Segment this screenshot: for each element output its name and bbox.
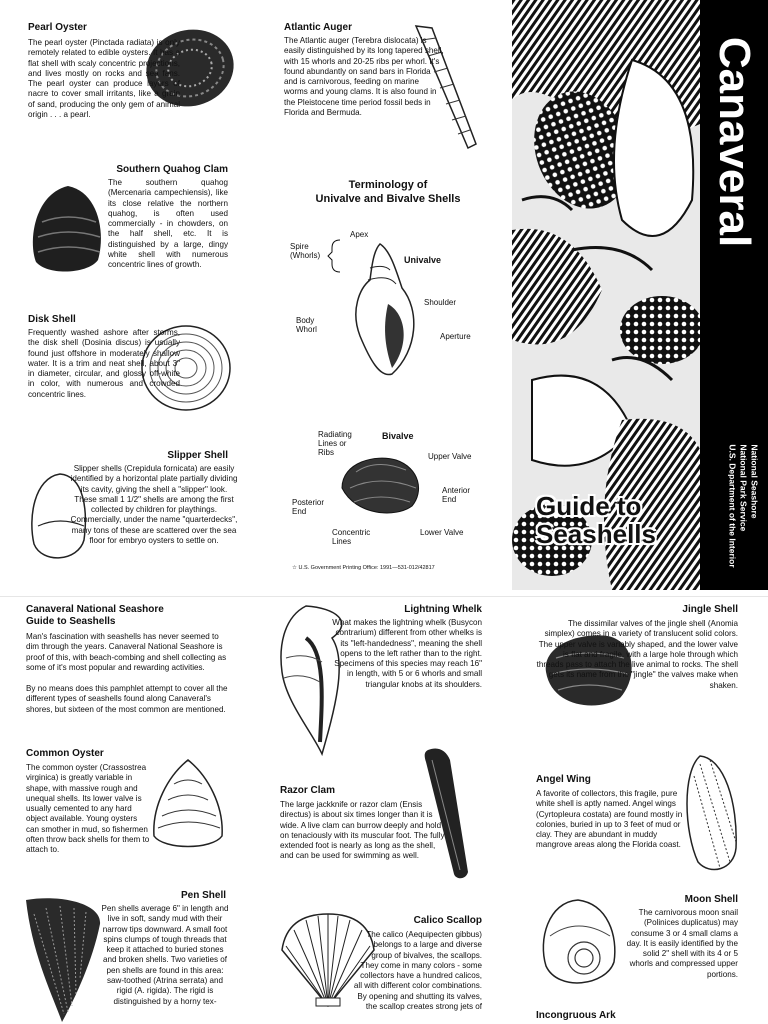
label-aperture: Aperture [440,332,471,341]
label-apex: Apex [350,230,369,239]
disk-shell-text: Frequently washed ashore after storms, the disk shell (Dosinia discus) is usually found just offshore in moderately shallow water. It is a trim and neat shell, about 3" in diameter, circular, and glossy off-white in color, with numerous and crowded concentric lines. [28,328,180,399]
label-posterior-line1: Posterior [292,498,325,507]
label-radiating-line2: Lines or [318,439,347,448]
label-univalve: Univalve [404,255,442,265]
cover-agency-line2: National Park Service [738,444,749,532]
terminology-heading [296,178,480,206]
terminology-heading-line2: Univalve and Bivalve Shells [315,193,461,205]
cover-agency [727,444,760,567]
intro-title-line1: Canaveral National Seashore [26,604,164,615]
label-spire-line2: (Whorls) [290,251,321,260]
cover-guide-title [536,492,656,548]
atlantic-auger-title: Atlantic Auger [284,22,352,33]
label-anterior-end [442,486,470,504]
common-oyster-text: The common oyster (Crassostrea virginica) is greatly variable in shape, with massive rough and unequal shells. Its lower valve is usually cemented to any hard object available. Young oysters can smother in mud, so fishermen often throw back shells for them to attach to. [26,763,150,855]
atlantic-auger-text: The Atlantic auger (Terebra dislocata) is easily distinguished by its long tapered shell, with 15 whorls and 20-25 ribs per whorl. It's found abundantly on sand bars in Florida and is carnivorous, feeding on marine worms and young clams. It is also found in the Pleistocene time period fossil beds in Florida and Bermuda. [284,36,444,118]
angel-wing-text: A favorite of collectors, this fragile, pure white shell is aptly named. Angel wings (Cyrtopleura costata) are found mostly in colonies, buried in up to 3 feet of mud or clay. They are abundant in muddy mangrove areas along the Florida coast. [536,789,683,850]
label-body-line1: Body [296,316,315,325]
label-concentric-lines [332,528,370,546]
pen-shell-illustration [22,894,104,1024]
label-spire-line1: Spire [290,242,309,251]
razor-clam-title: Razor Clam [280,785,336,796]
angel-wing-title: Angel Wing [536,774,591,785]
label-spire [290,242,320,260]
label-bivalve: Bivalve [382,431,414,441]
label-anterior-line2: End [442,495,457,504]
label-posterior-end [292,498,324,516]
angel-wing-illustration [680,752,740,876]
cover-agency-line3: U.S. Department of the Interior [727,444,738,568]
pearl-oyster-text: The pearl oyster (Pinctada radiata) is only remotely related to edible oysters. It has a flat shell with scaly concentric projections, and lives mostly on rocks and sea fans. The pearl oyster can produce layers of nacre to cover small irritants, like a grain of sand, producing the only gem of animal origin . . . a pearl. [28,38,180,120]
incongruous-ark-title: Incongruous Ark [536,1010,616,1021]
cover-title: Canaveral [710,36,759,248]
cover-guide-line2: Seashells [536,519,656,549]
cover-guide-line1: Guide to [536,491,642,521]
intro-title [26,604,164,628]
common-oyster-title: Common Oyster [26,748,104,759]
lightning-whelk-title: Lightning Whelk [404,604,482,615]
label-radiating-line3: Ribs [318,448,335,457]
moon-shell-text: The carnivorous moon snail (Polinices duplicatus) may consume 3 or 4 small clams a day. It is easily identified by the solid 2" shell with its 4 or 5 whorls and compressed upper portions. [626,908,738,979]
razor-clam-text: The large jackknife or razor clam (Ensis directus) is about six times longer than it is wide. A live clam can burrow deeply and hold on tenaciously with its muscular foot. The fully extended foot is nearly as long as the shell, and can be used for swimming as well. [280,800,445,861]
slipper-shell-title: Slipper Shell [167,450,228,461]
label-concentric-line1: Concentric [332,528,371,537]
calico-scallop-title: Calico Scallop [413,915,482,926]
terminology-heading-line1: Terminology of [348,179,428,191]
disk-shell-title: Disk Shell [28,314,76,325]
quahog-title: Southern Quahog Clam [116,164,228,175]
jingle-shell-text: The dissimilar valves of the jingle shell (Anomia simplex) comes in a variety of translucent solid colors. The upper valve is variably shaped, and the lower valve is flat and fragile, with a large hole through which threads pass to attach the live animal to rocks. The shell gets its name from the "jingle" the valves make when shaken. [536,619,738,690]
label-body-line2: Whorl [296,325,317,334]
pen-shell-text: Pen shells average 6" in length and live in soft, sandy mud with their narrow tips downward. A small foot spins clumps of tough threads that keep it attached to buried stones and broken shells. Two varieties of pen shells are found in this area: saw-toothed (Atrina serrata) and rigid (A. rigida). The rigid is distinguished by a horny tex- [101,904,229,1006]
cover-agency-line1: National Seashore [749,444,760,519]
calico-scallop-text: The calico (Aequipecten gibbus) belongs to a large and diverse group of bivalves, the scallops. They come in many colors - some collectors have a hundred calicos, all with different color combinations. By opening and shutting its valves, the scallop creates strong jets of [353,930,482,1012]
quahog-text: The southern quahog (Mercenaria campechiensis), like its close relative the northern quahog, is often used commercially - in chowders, on the half shell, etc. It is distinguished by a large, dingy white shell with numerous concentric lines of growth. [108,178,228,270]
moon-shell-illustration [538,896,620,992]
label-upper-valve: Upper Valve [428,452,472,461]
page-fold-divider [0,596,768,597]
moon-shell-title: Moon Shell [684,894,738,905]
common-oyster-illustration [148,756,228,852]
intro-paragraph-2: By no means does this pamphlet attempt to cover all the different types of seashells found along Canaveral's shores, but sixteen of the most common are mentioned. [26,684,228,714]
label-radiating-line1: Radiating [318,430,352,439]
jingle-shell-title: Jingle Shell [682,604,738,615]
label-body-whorl [296,316,317,334]
label-shoulder: Shoulder [424,298,457,307]
slipper-shell-text: Slipper shells (Crepidula fornicata) are easily identified by a horizontal plate partially dividing its cavity, giving the shell a "slipper" look. These small 1 1/2" shells are among the first collected by children for playthings. Commercially, under the name "quarterdecks", many tons of these are scattered over the sea floor for embryo oysters to settle on. [70,464,238,546]
intro-paragraph-1: Man's fascination with seashells has never seemed to dim through the years. Canaveral National Seashore is proof of this, with beach-combing and shell collecting as some of it's most popular and rewarding activities. [26,632,227,672]
label-posterior-line2: End [292,507,307,516]
gpo-credit: ☆ U.S. Government Printing Office: 1991—531-012/42817 [292,565,435,571]
bivalve-diagram [336,452,426,518]
pearl-oyster-title: Pearl Oyster [28,22,87,33]
spire-bracket [328,238,344,274]
lightning-whelk-text: What makes the lightning whelk (Busycon contrarium) different from other whelks is its "left-handedness", meaning the shell opens to the left rather than to the right. Specimens of this species may reach 16" in length, with 5 or 6 whorls and small triangular knobs at its shoulders. [332,618,482,689]
intro-title-line2: Guide to Seashells [26,616,116,627]
label-anterior-line1: Anterior [442,486,471,495]
label-lower-valve: Lower Valve [420,528,464,537]
quahog-illustration [28,182,108,278]
label-concentric-line2: Lines [332,537,352,546]
pen-shell-title: Pen Shell [180,890,226,901]
